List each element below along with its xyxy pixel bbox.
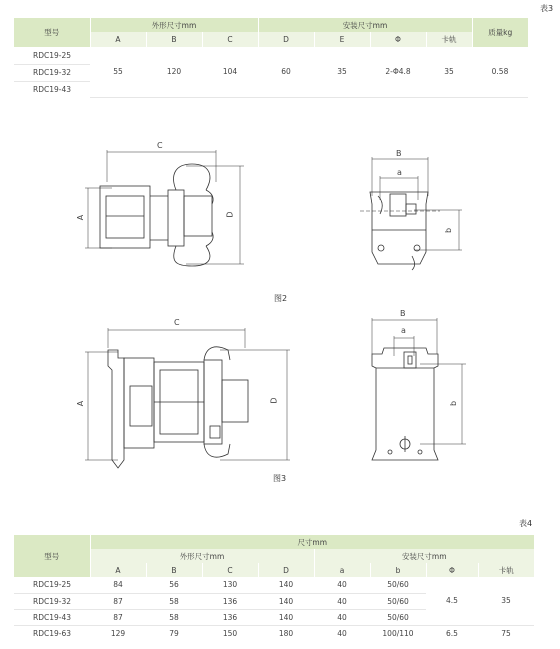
table4-cell: 136 [202, 593, 258, 609]
figure2-side-view [360, 157, 462, 270]
table4-cell: 40 [314, 593, 370, 609]
table3-col-B: B [146, 32, 202, 47]
table3-model-header: 型号 [14, 18, 90, 47]
figure2-drawing [0, 0, 560, 320]
table3-col-E: E [314, 32, 370, 47]
table4-cell: 140 [258, 577, 314, 593]
table4-col-phi: Φ [426, 563, 478, 577]
figure2-label-b: b [444, 227, 454, 234]
table3-value-phi: 2-Φ4.8 [370, 47, 426, 97]
table3-col-rail: 卡轨 [426, 32, 472, 47]
table4-cell: 136 [202, 609, 258, 625]
table4-cell: 180 [278, 628, 294, 638]
table4-cell: 50/60 [370, 593, 426, 609]
table3-value-mass: 0.58 [472, 47, 528, 97]
table4-cell: 56 [146, 577, 202, 593]
figure3-label-B: B [400, 309, 406, 318]
table4-cell: 40 [314, 577, 370, 593]
table4-col-rail: 卡轨 [478, 563, 534, 577]
table3-outer-dims-header: 外形尺寸mm [90, 18, 258, 32]
figure3-label-A: A [76, 400, 86, 407]
figure3-label-b: b [449, 400, 459, 407]
table4-row-model: RDC19-63 [32, 628, 72, 638]
table4-cell: 79 [169, 628, 179, 638]
table3-value-C: 104 [202, 47, 258, 97]
table4-col-C: C [202, 563, 258, 577]
table4-cell: 50/60 [370, 577, 426, 593]
figure2-caption: 图2 [274, 294, 288, 303]
figure3-front-view [85, 328, 290, 468]
table4 [14, 535, 534, 641]
figure2-label-A: A [76, 214, 86, 221]
table3-model-row: RDC19-25 [14, 47, 90, 64]
table4-cell: 87 [90, 609, 146, 625]
figure3-side-view [372, 318, 466, 460]
table4-dims-header: 尺寸mm [90, 535, 534, 549]
table3-col-phi: Φ [370, 32, 426, 47]
table3-col-D: D [258, 32, 314, 47]
table4-rail-group: 35 [478, 577, 534, 625]
figure2-front-view [85, 150, 244, 266]
table3-value-A: 55 [90, 47, 146, 97]
table4-cell: 40 [314, 609, 370, 625]
figure2-label-B: B [396, 149, 402, 158]
table3-model-row: RDC19-43 [32, 84, 72, 94]
figure3-caption: 图3 [273, 474, 287, 483]
table3-value-B: 120 [146, 47, 202, 97]
table3-value-D: 60 [258, 47, 314, 97]
table4-cell: 130 [202, 577, 258, 593]
table4-col-D: D [258, 563, 314, 577]
table4-model-header: 型号 [14, 535, 90, 577]
table4-last-rail: 75 [501, 628, 511, 638]
table4-cell: 58 [146, 593, 202, 609]
figure3-label-C: C [174, 318, 180, 327]
table4-cell: 40 [337, 628, 347, 638]
figure3-label-D: D [269, 397, 279, 404]
table4-install-dims-header: 安装尺寸mm [314, 549, 534, 563]
table4-row-model: RDC19-25 [14, 577, 90, 593]
table3-install-dims-header: 安装尺寸mm [258, 18, 472, 32]
table4-col-A: A [90, 563, 146, 577]
table3-value-rail: 35 [426, 47, 472, 97]
table4-cell: 84 [90, 577, 146, 593]
table3-col-A: A [90, 32, 146, 47]
table4-cell: 58 [146, 609, 202, 625]
table3-model-row: RDC19-32 [14, 64, 90, 81]
table4-row-model: RDC19-32 [14, 593, 90, 609]
table3-col-C: C [202, 32, 258, 47]
figure2-label-a: a [397, 168, 402, 177]
table3-value-E: 35 [314, 47, 370, 97]
table4-last-phi: 6.5 [446, 628, 458, 638]
table4-cell: 100/110 [382, 628, 414, 638]
table4-cell: 150 [222, 628, 238, 638]
table4-label: 表4 [519, 519, 533, 528]
table4-cell: 140 [258, 609, 314, 625]
table4-row-model: RDC19-43 [14, 609, 90, 625]
table4-cell: 87 [90, 593, 146, 609]
table4-cell: 50/60 [370, 609, 426, 625]
table4-col-b: b [370, 563, 426, 577]
table4-phi-group: 4.5 [426, 577, 478, 625]
table4-col-a: a [314, 563, 370, 577]
table4-outer-dims-header: 外形尺寸mm [90, 549, 314, 563]
figure2-label-D: D [225, 211, 235, 218]
figure2-label-C: C [157, 141, 163, 150]
table4-col-B: B [146, 563, 202, 577]
table4-cell: 140 [258, 593, 314, 609]
figure3-label-a: a [401, 326, 406, 335]
table3-mass-header: 质量kg [472, 18, 528, 47]
table4-cell: 129 [110, 628, 126, 638]
table3-label: 表3 [540, 4, 554, 13]
